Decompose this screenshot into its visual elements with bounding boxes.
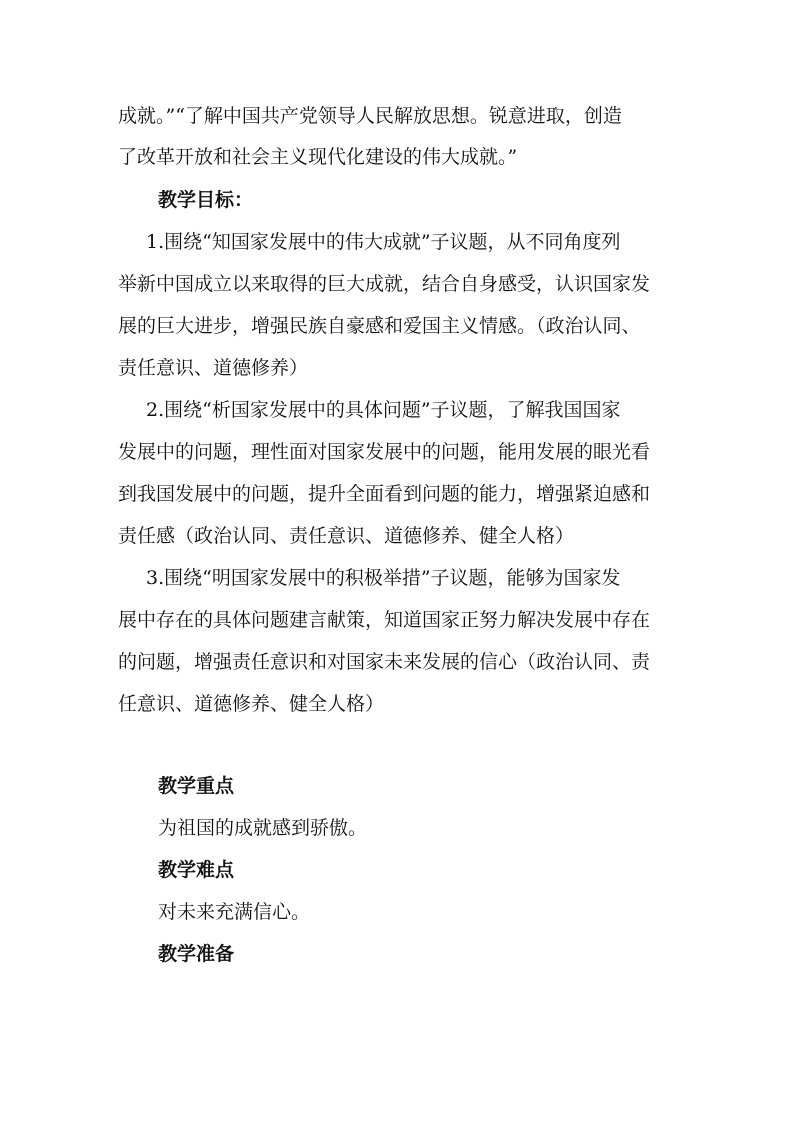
preparation-heading: 教学准备 (158, 943, 235, 965)
objectives-heading: 教学目标： (158, 189, 254, 211)
objective-3-line-2: 展中存在的具体问题建言献策，知道国家正努力解决发展中存在 (118, 609, 651, 631)
objective-1-line-2: 举新中国成立以来取得的巨大成就，结合自身感受，认识国家发 (118, 273, 651, 295)
intro-line-2: 了改革开放和社会主义现代化建设的伟大成就。” (118, 146, 518, 168)
key-point-heading: 教学重点 (158, 775, 235, 797)
key-point-text: 为祖国的成就感到骄傲。 (158, 817, 368, 839)
objective-3-line-1: 3.围绕“明国家发展中的积极举措”子议题，能够为国家发 (146, 567, 621, 589)
objective-2-line-3: 到我国发展中的问题，提升全面看到问题的能力，增强紧迫感和 (118, 483, 651, 505)
objective-3-line-3: 的问题，增强责任意识和对国家未来发展的信心（政治认同、责 (118, 651, 651, 673)
objective-3-line-4: 任意识、道德修养、健全人格） (118, 693, 385, 715)
objective-2-line-2: 发展中的问题，理性面对国家发展中的问题，能用发展的眼光看 (118, 441, 651, 463)
difficulty-heading: 教学难点 (158, 859, 235, 881)
objective-1-line-3: 展的巨大进步，增强民族自豪感和爱国主义情感。（政治认同、 (118, 315, 641, 337)
intro-line-1: 成就。”“了解中国共产党领导人民解放思想。锐意进取，创造 (118, 105, 622, 127)
objective-1-line-1: 1.围绕“知国家发展中的伟大成就”子议题，从不同角度列 (146, 231, 621, 253)
objective-2-line-4: 责任感（政治认同、责任意识、道德修养、健全人格） (118, 525, 575, 547)
objective-2-line-1: 2.围绕“析国家发展中的具体问题”子议题，了解我国国家 (146, 399, 621, 421)
objective-1-line-4: 责任意识、道德修养） (118, 357, 309, 379)
difficulty-text: 对未来充满信心。 (158, 901, 311, 923)
